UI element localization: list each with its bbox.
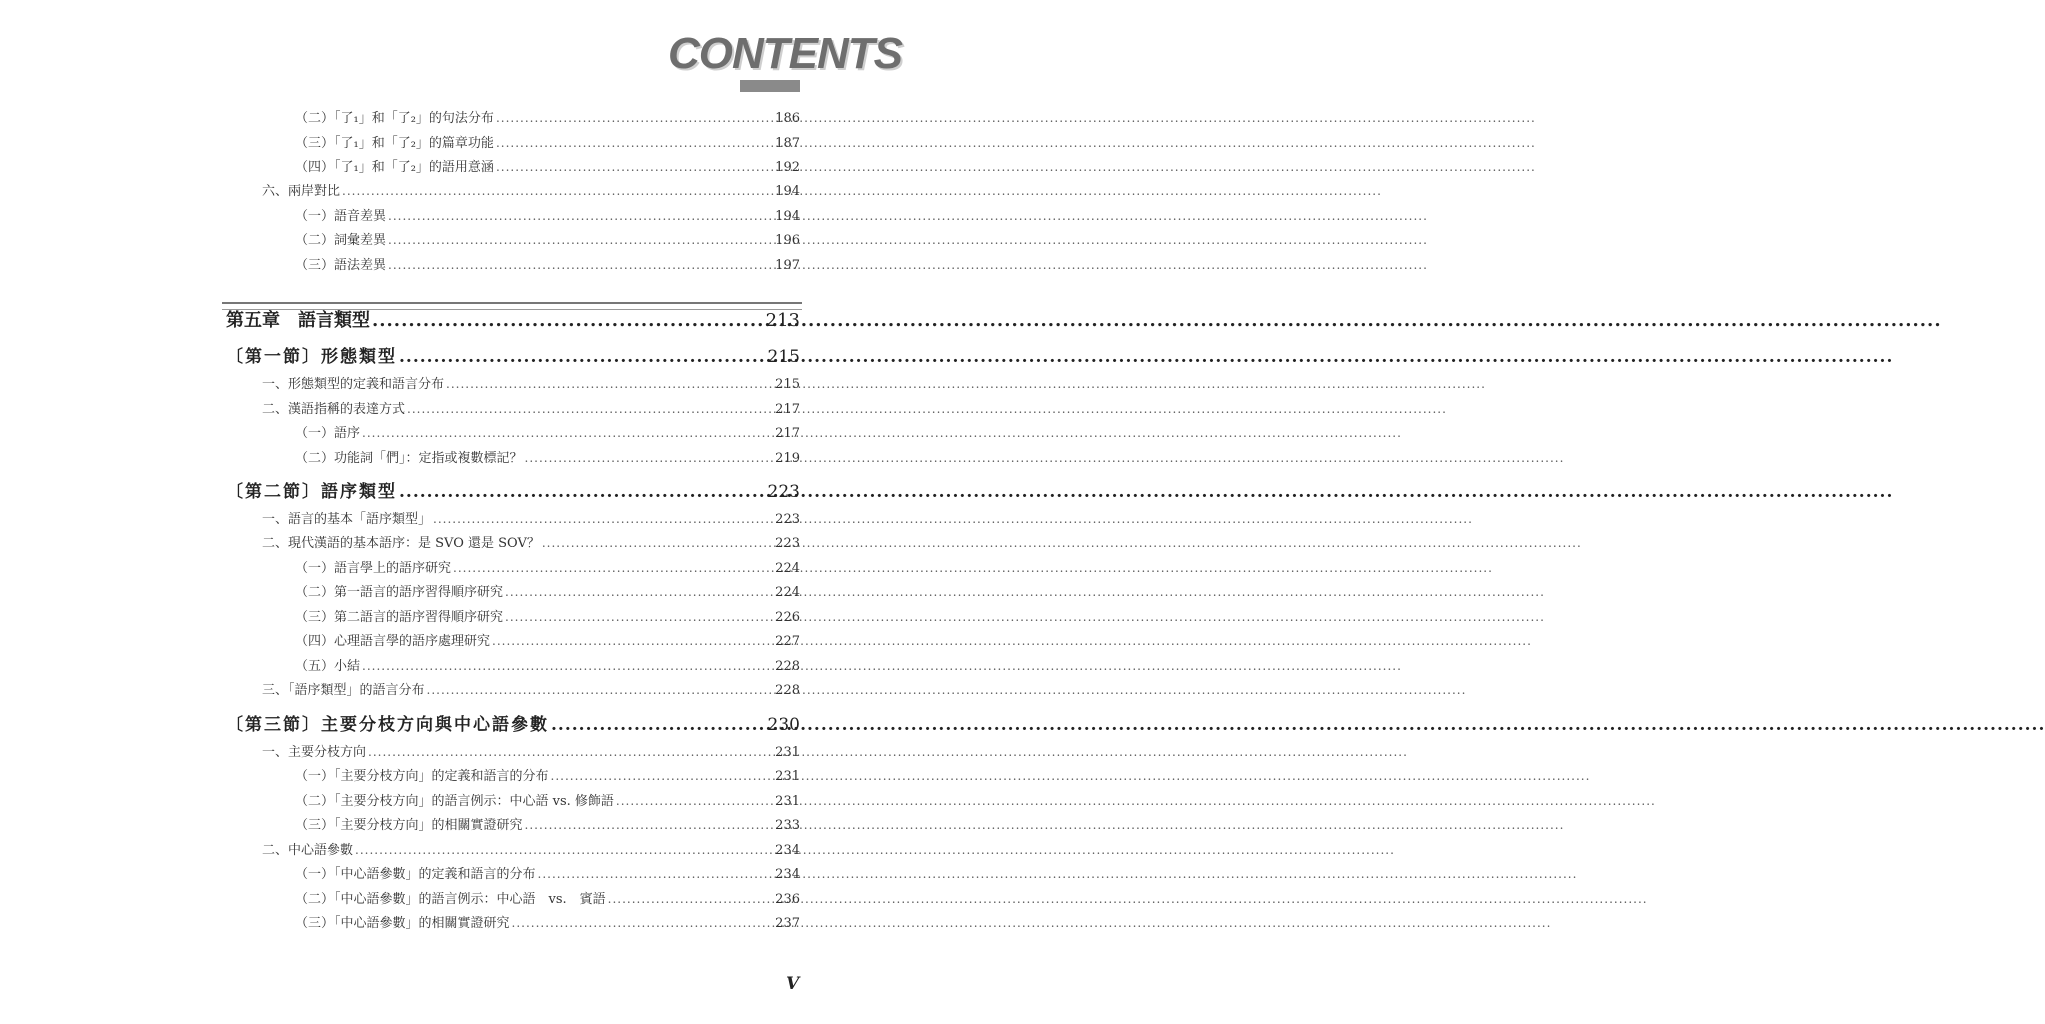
toc-chapter-page: 213: [765, 310, 800, 331]
toc-entry-page: 194: [775, 184, 800, 199]
toc-entry-title: （一）語序: [295, 426, 361, 441]
leader-dots: [399, 345, 766, 369]
toc-entry-page: 227: [775, 634, 800, 649]
toc-entry-page: 226: [775, 610, 800, 625]
leader-dots: [525, 449, 774, 467]
toc-entry-title: （二）「了₁」和「了₂」的句法分布: [295, 111, 494, 126]
toc-entry-page: 187: [775, 136, 800, 151]
toc-entry-title: （三）「主要分枝方向」的相關實證研究: [295, 818, 523, 833]
toc-entry[interactable]: [295, 914, 800, 932]
toc-entry[interactable]: [295, 559, 800, 577]
toc-section-title: 〔第三節〕主要分枝方向與中心語參數: [226, 715, 549, 735]
toc-entry[interactable]: [295, 256, 800, 274]
toc-entry-title: （二）功能詞「們」：定指或複數標記？: [295, 451, 523, 466]
toc-entry-title: （三）語法差異: [295, 258, 387, 273]
leader-dots: [542, 534, 773, 552]
toc-entry[interactable]: [295, 657, 800, 675]
toc-section[interactable]: [226, 713, 800, 737]
toc-entry[interactable]: [295, 865, 800, 883]
leader-dots: [505, 583, 773, 601]
leader-dots: [388, 207, 773, 225]
toc-entry-title: （一）「中心語參數」的定義和語言的分布: [295, 867, 536, 882]
toc-entry-page: 197: [775, 258, 800, 273]
leader-dots: [362, 424, 773, 442]
toc-entry-page: 228: [775, 659, 800, 674]
toc-entry[interactable]: [262, 400, 800, 418]
leader-dots: [496, 158, 773, 176]
toc-entry[interactable]: [295, 767, 800, 785]
toc-chapter[interactable]: [226, 308, 800, 334]
leader-dots: [551, 713, 766, 737]
contents-heading: CONTENTS: [668, 29, 902, 78]
toc-entry-title: （二）詞彙差異: [295, 233, 387, 248]
toc-entry-title: 三、「語序類型」的語言分布: [262, 683, 425, 698]
leader-dots: [496, 109, 773, 127]
toc-section[interactable]: [226, 345, 800, 369]
toc-entry[interactable]: [295, 231, 800, 249]
leader-dots: [388, 231, 773, 249]
leader-dots: [368, 743, 773, 761]
leader-dots: [512, 914, 774, 932]
toc-section-page: 223: [767, 482, 800, 502]
toc-entry[interactable]: [262, 375, 800, 393]
toc-section[interactable]: [226, 480, 800, 504]
leader-dots: [362, 657, 773, 675]
leader-dots: [551, 767, 774, 785]
toc-entry-page: 231: [775, 745, 800, 760]
leader-dots: [538, 865, 774, 883]
toc-entry[interactable]: [295, 158, 800, 176]
page-number: V: [786, 974, 800, 994]
toc-entry[interactable]: [295, 424, 800, 442]
leader-dots: [407, 400, 773, 418]
toc-entry-page: 192: [775, 160, 800, 175]
toc-entry-page: 233: [775, 818, 800, 833]
toc-entry-page: 217: [775, 402, 800, 417]
toc-entry[interactable]: [262, 510, 800, 528]
toc-entry-page: 196: [775, 233, 800, 248]
toc-section-title: 〔第二節〕語序類型: [226, 482, 397, 502]
toc-entry-title: 一、語言的基本「語序類型」: [262, 512, 432, 527]
leader-dots: [525, 816, 774, 834]
toc-entry-page: 224: [775, 561, 800, 576]
toc-entry-page: 234: [775, 867, 800, 882]
toc-entry-title: （二）第一語言的語序習得順序研究: [295, 585, 504, 600]
toc-entry[interactable]: [262, 841, 800, 859]
toc-entry-page: 231: [775, 794, 800, 809]
leader-dots: [492, 632, 773, 650]
toc-entry[interactable]: [262, 743, 800, 761]
header-accent-bar: [740, 80, 800, 92]
leader-dots: [427, 681, 774, 699]
leader-dots: [446, 375, 773, 393]
toc-entry-title: 二、漢語指稱的表達方式: [262, 402, 406, 417]
toc-entry-title: 二、現代漢語的基本語序：是 SVO 還是 SOV？: [262, 536, 540, 551]
toc-entry[interactable]: [262, 534, 800, 552]
toc-entry-page: 194: [775, 209, 800, 224]
toc-entry[interactable]: [295, 792, 800, 810]
leader-dots: [608, 890, 774, 908]
toc-section-page: 230: [767, 715, 800, 735]
toc-entry-title: 二、中心語參數: [262, 843, 354, 858]
toc-entry-title: （一）語言學上的語序研究: [295, 561, 452, 576]
leader-dots: [496, 134, 773, 152]
toc-entry-page: 186: [775, 111, 800, 126]
leader-dots: [453, 559, 773, 577]
toc-entry-title: （二）「中心語參數」的語言例示：中心語 vs. 賓語: [295, 892, 606, 907]
toc-section-title: 〔第一節〕形態類型: [226, 347, 397, 367]
leader-dots: [355, 841, 773, 859]
toc-entry[interactable]: [295, 207, 800, 225]
toc-entry[interactable]: [295, 632, 800, 650]
toc-entry-title: 六、兩岸對比: [262, 184, 341, 199]
toc-entry[interactable]: [295, 890, 800, 908]
toc-entry-page: 236: [775, 892, 800, 907]
leader-dots: [505, 608, 773, 626]
toc-entry-page: 231: [775, 769, 800, 784]
leader-dots: [433, 510, 773, 528]
toc-entry-title: （五）小結: [295, 659, 361, 674]
toc-entry-page: 219: [775, 451, 800, 466]
leader-dots: [372, 308, 764, 334]
toc-entry-title: 一、形態類型的定義和語言分布: [262, 377, 445, 392]
toc-entry[interactable]: [262, 681, 800, 699]
toc-chapter-title: 第五章 語言類型: [226, 310, 370, 331]
toc-entry-title: （三）「中心語參數」的相關實證研究: [295, 916, 510, 931]
toc-entry-title: （四）「了₁」和「了₂」的語用意涵: [295, 160, 494, 175]
toc-entry-title: （一）「主要分枝方向」的定義和語言的分布: [295, 769, 549, 784]
leader-dots: [342, 182, 773, 200]
toc-entry-page: 228: [775, 683, 800, 698]
toc-entry-page: 237: [775, 916, 800, 931]
toc-entry-page: 223: [775, 512, 800, 527]
toc-entry-page: 215: [775, 377, 800, 392]
toc-entry-page: 224: [775, 585, 800, 600]
toc-entry-title: 一、主要分枝方向: [262, 745, 367, 760]
toc-entry[interactable]: [295, 608, 800, 626]
toc-entry[interactable]: [295, 449, 800, 467]
toc-entry-title: （四）心理語言學的語序處理研究: [295, 634, 491, 649]
toc-entry[interactable]: [295, 134, 800, 152]
toc-entry-title: （三）「了₁」和「了₂」的篇章功能: [295, 136, 494, 151]
toc-entry[interactable]: [295, 583, 800, 601]
toc-entry-page: 217: [775, 426, 800, 441]
leader-dots: [388, 256, 773, 274]
toc-section-page: 215: [767, 347, 800, 367]
toc-entry[interactable]: [262, 182, 800, 200]
toc-entry-page: 234: [775, 843, 800, 858]
toc-entry-title: （一）語音差異: [295, 209, 387, 224]
leader-dots: [399, 480, 766, 504]
toc-entry[interactable]: [295, 816, 800, 834]
toc-entry-page: 223: [775, 536, 800, 551]
toc-entry-title: （三）第二語言的語序習得順序研究: [295, 610, 504, 625]
leader-dots: [616, 792, 773, 810]
toc-entry-title: （二）「主要分枝方向」的語言例示：中心語 vs. 修飾語: [295, 794, 614, 809]
toc-entry[interactable]: [295, 109, 800, 127]
